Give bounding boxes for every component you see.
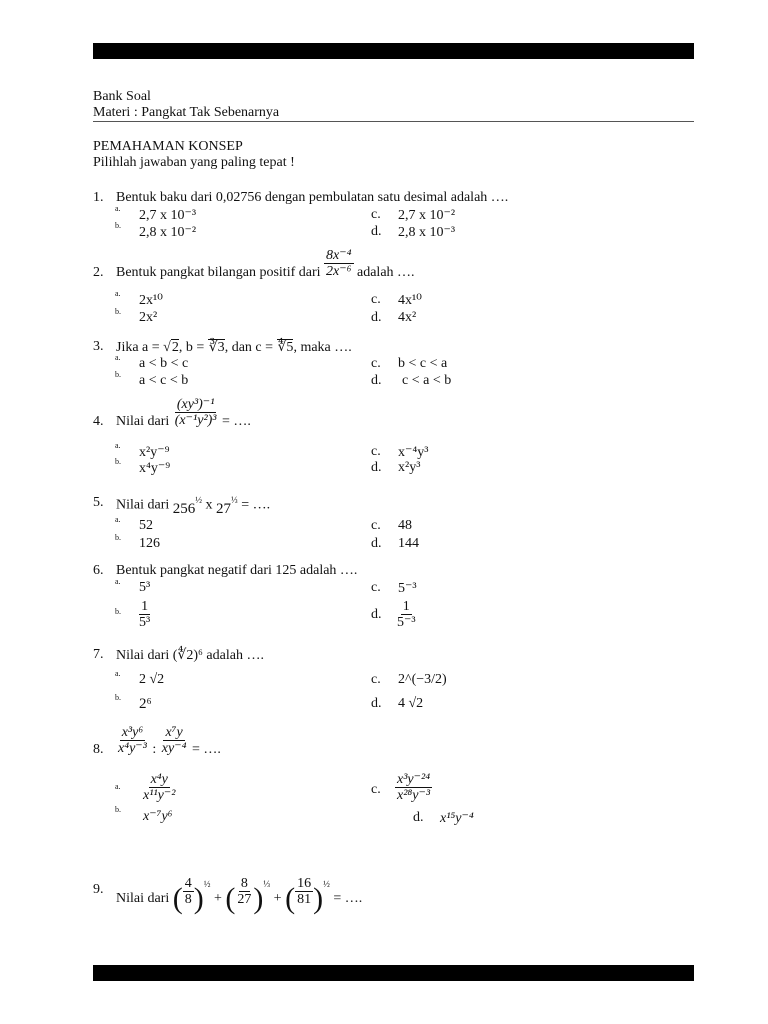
fraction: $\frac{\text{x⁴y}}{\text{x¹¹y⁻²}}$ bbox=[143, 772, 176, 803]
fraction: $\frac{\text{x⁷y}}{\text{xy⁻⁴}}$ bbox=[161, 725, 187, 757]
question-text: Bentuk pangkat bilangan positif dari $\frac{\text{8x⁻⁴}}{\text{2x⁻⁶}}$ adalah …. bbox=[116, 248, 415, 280]
question-text: Nilai dari ( $\frac{4}{8}$ )$^{\frac{1}{2}}$ + ( $\frac{8}{27}$ )$^{\frac{1}{3}}$ + ( $\frac{16}{81}$ )$^{\frac{1}{2}}$ = …. bbox=[116, 875, 363, 915]
question-number: 4. bbox=[93, 414, 104, 429]
option-c[interactable]: c. 48 bbox=[371, 518, 412, 533]
fraction: $\frac{16}{81}$ bbox=[297, 875, 312, 907]
header-divider bbox=[93, 121, 694, 122]
question-number: 2. bbox=[93, 265, 104, 280]
bottom-rule-bar bbox=[93, 965, 694, 981]
question-text: Jika a = √2, b = ∛3, dan c = ∜5, maka …. bbox=[116, 340, 352, 355]
question-text: Bentuk baku dari 0,02756 dengan pembulatan satu desimal adalah …. bbox=[116, 190, 509, 205]
top-rule-bar bbox=[93, 43, 694, 59]
option-d[interactable]: d. 4x² bbox=[371, 310, 417, 325]
fraction: $\frac{1}{\text{5³}}$ bbox=[139, 599, 151, 630]
header-title: Bank Soal bbox=[93, 89, 151, 104]
question-text: Nilai dari $256^{\frac{1}{2}}$ x $27^{\frac{1}{3}}$ = …. bbox=[116, 495, 271, 517]
question-number: 8. bbox=[93, 742, 104, 757]
section-instruction: Pilihlah jawaban yang paling tepat ! bbox=[93, 155, 295, 170]
option-d[interactable]: d. x¹⁵y⁻⁴ bbox=[413, 810, 474, 826]
question-text: Nilai dari (∜2)⁶ adalah …. bbox=[116, 648, 264, 663]
fraction: $\frac{\text{x³y⁻²⁴}}{\text{x²⁸y⁻³}}$ bbox=[397, 772, 431, 803]
option-d[interactable]: d. c < a < b bbox=[371, 373, 452, 388]
fraction: $\frac{\text{8x⁻⁴}}{\text{2x⁻⁶}}$ bbox=[326, 248, 352, 280]
question-text: Bentuk pangkat negatif dari 125 adalah …. bbox=[116, 563, 358, 578]
option-c[interactable]: c. 5⁻³ bbox=[371, 580, 417, 596]
question-number: 1. bbox=[93, 190, 104, 205]
option-c[interactable]: c. b < c < a bbox=[371, 356, 448, 371]
section-title: PEMAHAMAN KONSEP bbox=[93, 139, 243, 154]
fraction: $\frac{4}{8}$ bbox=[184, 875, 192, 907]
option-c[interactable]: c. 2^(−3/2) bbox=[371, 672, 447, 687]
option-d[interactable]: d. 4 √2 bbox=[371, 696, 424, 711]
question-number: 3. bbox=[93, 339, 104, 354]
question-number: 7. bbox=[93, 647, 104, 662]
fraction: $\frac{\text{(xy³)⁻¹}}{\text{(x⁻¹y²)³}}$ bbox=[174, 397, 217, 429]
question-number: 6. bbox=[93, 563, 104, 578]
option-d[interactable]: d. x²y³ bbox=[371, 460, 421, 475]
question-text: Nilai dari $\frac{\text{(xy³)⁻¹}}{\text{(x⁻¹y²)³}}$ = …. bbox=[116, 397, 251, 429]
question-number: 9. bbox=[93, 882, 104, 897]
question-text: $\frac{\text{x³y⁶}}{\text{x⁴y⁻³}}$ : $\frac{\text{x⁷y}}{\text{xy⁻⁴}}$ = …. bbox=[118, 725, 221, 757]
fraction: $\frac{\text{x³y⁶}}{\text{x⁴y⁻³}}$ bbox=[118, 725, 147, 757]
option-c[interactable]: c. 4x¹⁰ bbox=[371, 292, 422, 308]
option-d[interactable]: d. 144 bbox=[371, 536, 419, 551]
header-subject: Materi : Pangkat Tak Sebenarnya bbox=[93, 105, 280, 120]
option-c[interactable]: c. x⁻⁴y³ bbox=[371, 444, 429, 460]
option-c[interactable]: c. 2,7 x 10⁻² bbox=[371, 207, 456, 223]
fraction: $\frac{8}{27}$ bbox=[237, 875, 252, 907]
fraction: $\frac{1}{\text{5⁻³}}$ bbox=[397, 599, 416, 630]
question-number: 5. bbox=[93, 495, 104, 510]
option-d[interactable]: d. 2,8 x 10⁻³ bbox=[371, 224, 456, 240]
